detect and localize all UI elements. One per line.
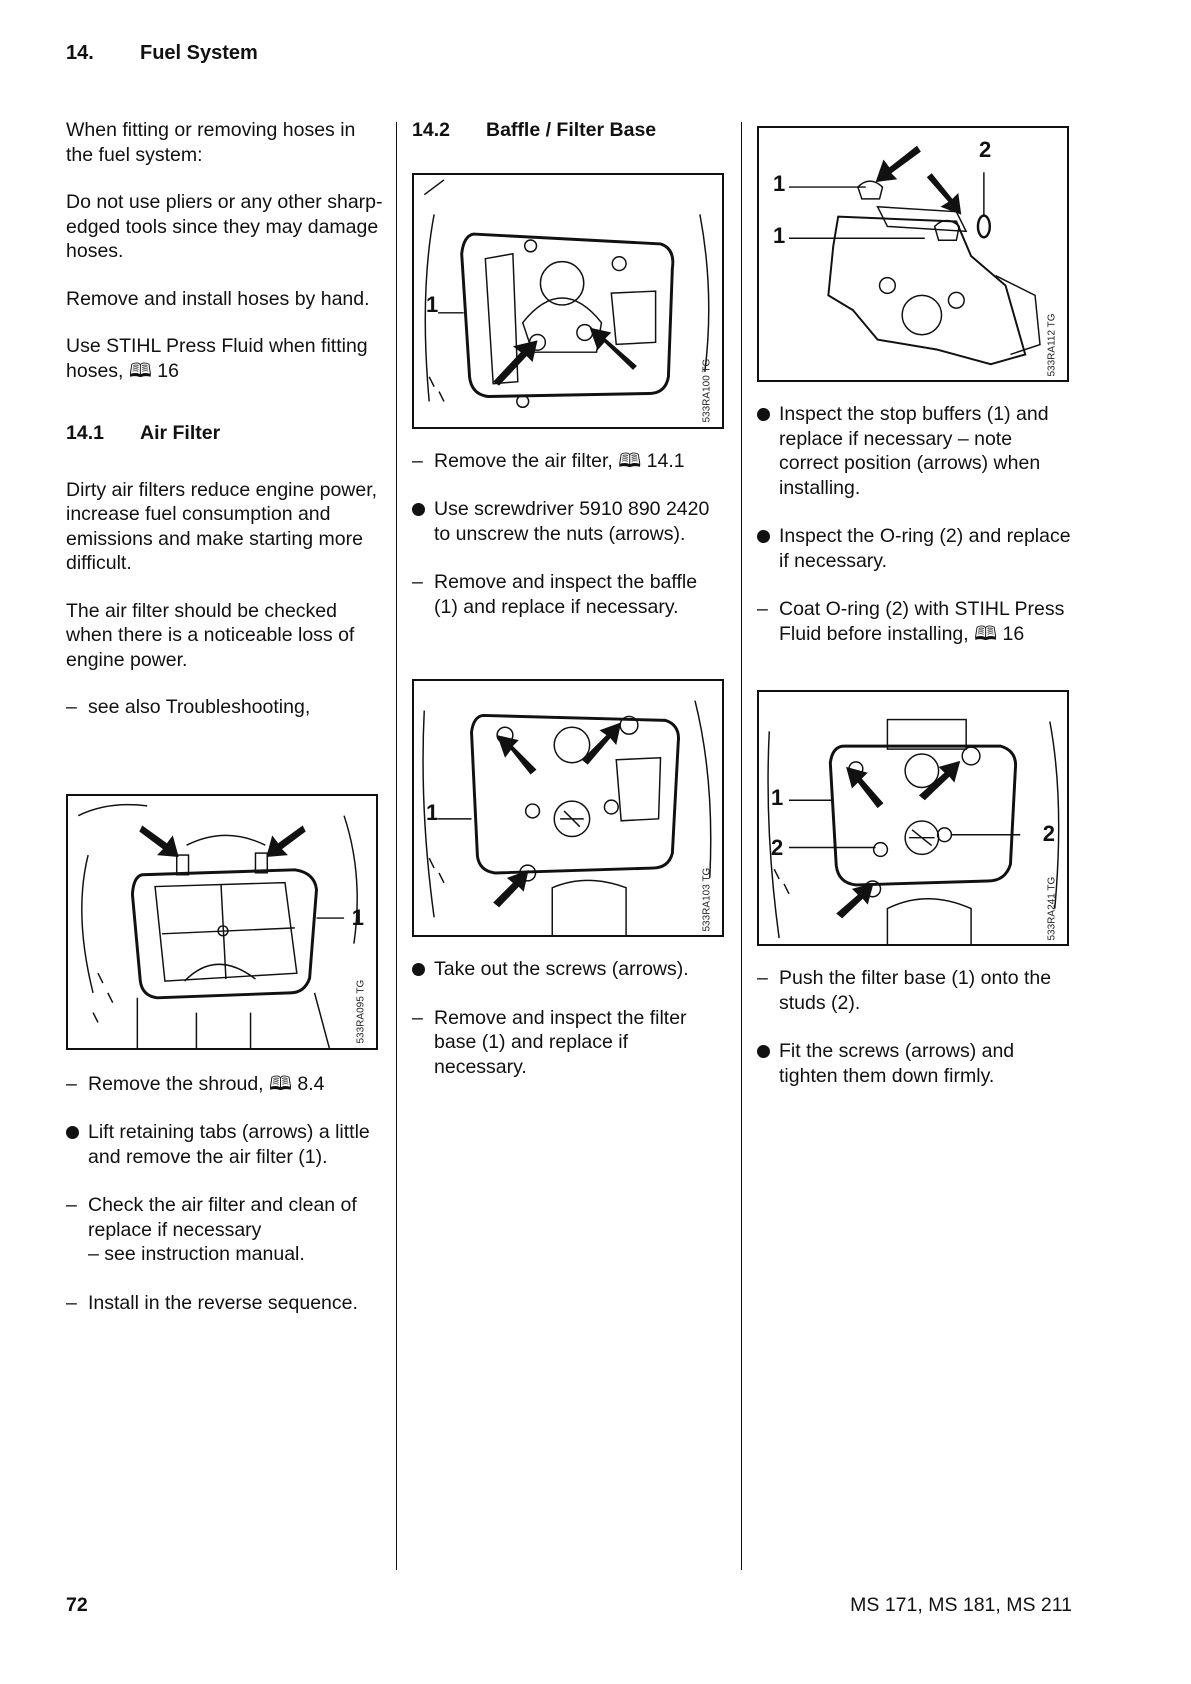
list-item: – Remove the shroud, 🕮 8.4: [66, 1072, 325, 1095]
list-item: Use screwdriver 5910 890 2420 to unscrew the nuts (arrows).: [412, 497, 724, 546]
chapter-heading: [66, 42, 258, 65]
paragraph: Do not use pliers or any other sharp-edged tools since they may damage hoses.: [66, 191, 383, 262]
figure-callout: 1: [426, 800, 439, 825]
list-item: – Install in the reverse sequence.: [66, 1291, 358, 1314]
list-item: Inspect the O-ring (2) and replace if necessary.: [757, 524, 1073, 573]
column-3: [757, 126, 1073, 1112]
air-filter-drawing: [68, 796, 376, 1048]
figure-stop-buffers: 1 1 2 533RA112 TG: [757, 126, 1069, 382]
figure-baffle: 1 533RA100 TG: [412, 173, 724, 429]
stop-buffers-drawing: [759, 128, 1067, 380]
model-list: MS 171, MS 181, MS 211: [850, 1594, 1072, 1616]
column-divider: [741, 122, 742, 1570]
list-item: Take out the screws (arrows).: [412, 957, 724, 982]
baffle-drawing: [414, 175, 722, 427]
column-2: [412, 118, 724, 1103]
intro-text: When fitting or removing hoses in the fuel system:: [66, 119, 356, 166]
filter-base-drawing: [414, 681, 722, 935]
figure-callout: 1: [426, 291, 439, 317]
chapter-title: Fuel System: [140, 42, 258, 64]
list-item: – Coat O-ring (2) with STIHL Press Fluid before installing, 🕮 16: [757, 598, 1065, 645]
figure-filter-base: 1 533RA103 TG: [412, 679, 724, 937]
list-item: Lift retaining tabs (arrows) a little and remove the air filter (1).: [66, 1120, 384, 1169]
filter-base-install-drawing: [759, 692, 1067, 944]
section-heading-air-filter: 14.1 Air Filter: [66, 422, 221, 444]
steps-list: [66, 1072, 384, 1316]
column-divider: [396, 122, 397, 1570]
list-item: – Remove the air filter, 🕮 14.1: [412, 449, 685, 472]
list-item-continuation: – see instruction manual.: [88, 1243, 305, 1265]
list-item: – Push the filter base (1) onto the studs (2).: [757, 967, 1052, 1014]
page-number: 72: [66, 1594, 88, 1616]
paragraph: Dirty air filters reduce engine power, increase fuel consumption and emissions and make starting more difficult.: [66, 478, 378, 574]
list-item: – Remove and inspect the baffle (1) and replace if necessary.: [412, 571, 698, 618]
paragraph: Remove and install hoses by hand.: [66, 287, 370, 310]
figure-callout: 1: [773, 223, 786, 248]
figure-callout: 1: [351, 904, 364, 930]
figure-callout: 1: [771, 785, 784, 810]
list-item: – Check the air filter and clean of replace if necessary: [66, 1194, 357, 1241]
section-heading-baffle: 14.2 Baffle / Filter Base: [412, 119, 657, 141]
figure-callout: 1: [773, 171, 786, 196]
list-item: – Remove and inspect the filter base (1) and replace if necessary.: [412, 1006, 687, 1078]
paragraph: Use STIHL Press Fluid when fitting hoses, 🕮 16: [66, 335, 368, 382]
figure-air-filter: 1 533RA095 TG: [66, 794, 378, 1050]
list-item: Inspect the stop buffers (1) and replace if necessary – note correct position (arrows) when installing.: [757, 402, 1073, 500]
list-item: – see also Troubleshooting,: [66, 696, 311, 718]
column-1: [66, 118, 384, 1339]
figure-callout: 2: [771, 835, 784, 860]
figure-callout: 2: [979, 137, 992, 162]
paragraph: The air filter should be checked when there is a noticeable loss of engine power.: [66, 599, 355, 671]
list-item: Fit the screws (arrows) and tighten them down firmly.: [757, 1039, 1073, 1088]
chapter-number: 14.: [66, 42, 94, 64]
figure-filter-base-install: 1 2 2 533RA241 TG: [757, 690, 1069, 946]
figure-callout: 2: [1042, 821, 1055, 846]
